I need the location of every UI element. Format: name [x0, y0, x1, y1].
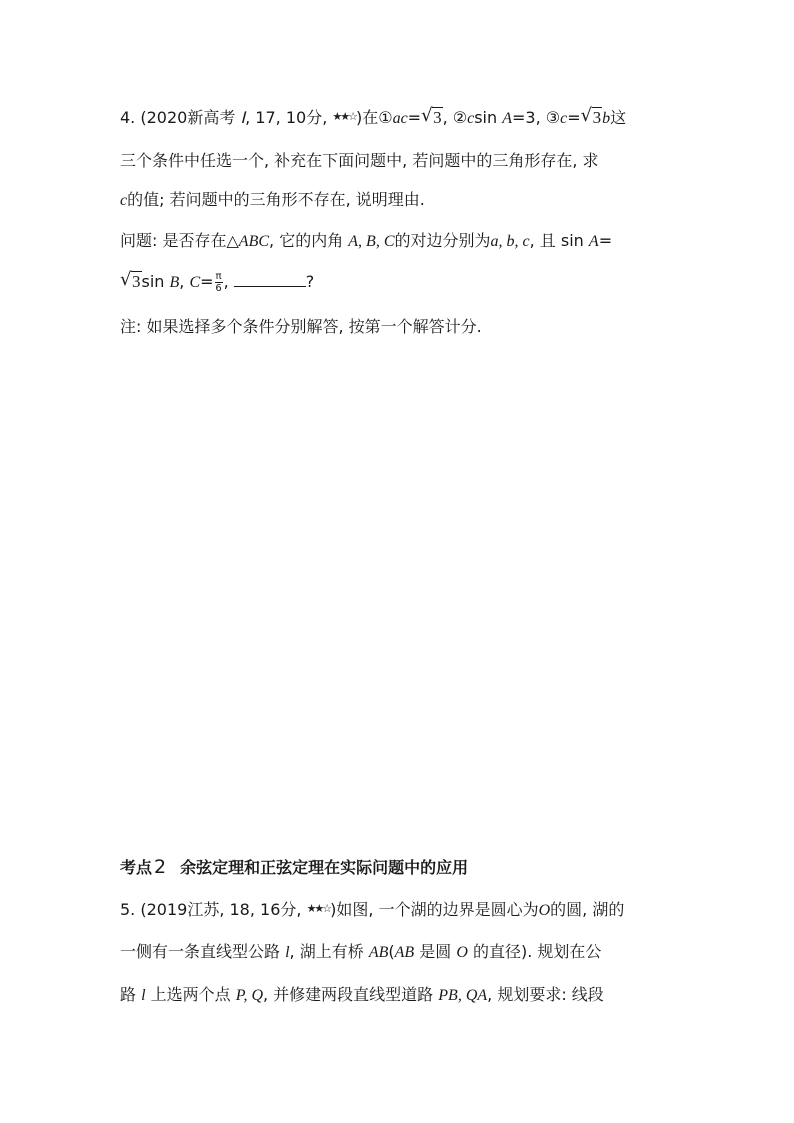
- eq: =: [200, 272, 214, 291]
- sqrt-3: √ 3: [580, 105, 602, 127]
- sin: sin: [141, 272, 170, 291]
- text: 上选两个点: [145, 985, 236, 1004]
- text: 问题: 是否存在△: [120, 231, 239, 250]
- eq3: =3,: [512, 108, 546, 127]
- q4-roman: Ⅰ: [240, 110, 246, 127]
- var-ac: ac: [392, 110, 408, 127]
- text: 的直径). 规划在公: [467, 942, 602, 961]
- q5-line-3: [120, 984, 604, 1007]
- q4-source: 4. (2020新高考: [120, 108, 241, 127]
- answer-blank: [234, 272, 306, 287]
- var-c: c: [120, 192, 128, 209]
- q4-text-b: 这: [610, 108, 627, 127]
- sqrt-3: √ 3: [421, 105, 442, 127]
- question-mark: ?: [305, 272, 315, 291]
- var-angles: A, B, C: [348, 233, 395, 250]
- var-ABC: ABC: [238, 233, 270, 250]
- var-sides: a, b, c: [490, 233, 530, 250]
- var-A: A: [588, 233, 599, 250]
- q4-note: 注: 如果选择多个条件分别解答, 按第一个解答计分.: [120, 317, 482, 336]
- var-l: l: [285, 944, 290, 961]
- var-PB-QA: PB, QA: [438, 987, 488, 1004]
- text: , 湖上有桥: [289, 942, 369, 961]
- text: , 并修建两段直线型道路: [263, 985, 439, 1004]
- section-heading: [120, 855, 468, 878]
- comma: ,: [179, 272, 190, 291]
- text: 是圆: [414, 942, 457, 961]
- q4-line-4: [120, 230, 612, 253]
- eq: =: [567, 108, 581, 127]
- section-label: 考点: [120, 858, 153, 877]
- text: , 且 sin: [529, 231, 589, 250]
- option-3-marker: ③: [545, 108, 561, 127]
- var-PQ: P, Q: [235, 987, 263, 1004]
- text: 5. (2019江苏, 18, 16分,: [120, 900, 307, 919]
- q4-line-3: [120, 189, 425, 212]
- comma: ,: [223, 272, 234, 291]
- q5-line-1: [120, 898, 624, 922]
- var-O: O: [456, 944, 468, 961]
- q4-line-3-text: 的值; 若问题中的三角形不存在, 说明理由.: [127, 190, 425, 209]
- var-AB: AB: [368, 944, 389, 961]
- text: , 它的内角: [269, 231, 349, 250]
- option-2-marker: , ②: [442, 108, 468, 127]
- q4-points: , 17, 10分,: [245, 108, 333, 127]
- q4-line-1: [120, 106, 626, 130]
- q5-line-2: [120, 941, 601, 964]
- difficulty-stars-icon: ★★☆: [332, 110, 356, 123]
- text: , 规划要求: 线段: [487, 985, 604, 1004]
- q4-text-a: )在: [355, 108, 379, 127]
- var-B: B: [169, 274, 180, 291]
- text: 路: [120, 985, 142, 1004]
- text: 的对边分别为: [394, 231, 491, 250]
- option-1-marker: ①: [378, 108, 393, 127]
- q4-line-2: 三个条件中任选一个, 补充在下面问题中, 若问题中的三角形存在, 求: [120, 151, 599, 170]
- var-b: b: [602, 110, 611, 127]
- var-C: C: [189, 274, 201, 291]
- fraction-pi-6: $\frac{\pi}{6}$: [215, 271, 222, 294]
- difficulty-stars-icon: ★★☆: [306, 902, 331, 915]
- section-title: 余弦定理和正弦定理在实际问题中的应用: [180, 858, 469, 877]
- text: )如图, 一个湖的边界是圆心为: [330, 900, 539, 919]
- var-c: c: [467, 110, 475, 127]
- text: 的圆, 湖的: [550, 900, 625, 919]
- sqrt-3: √ 3: [120, 269, 141, 291]
- text: (: [388, 942, 395, 961]
- var-A: A: [502, 110, 512, 127]
- section-number: 2: [154, 856, 167, 878]
- q4-line-5: [120, 271, 314, 294]
- var-O: O: [538, 902, 551, 919]
- eq: =: [407, 108, 422, 127]
- text: =: [598, 231, 613, 250]
- text: 一侧有一条直线型公路: [120, 942, 286, 961]
- var-l: l: [141, 987, 146, 1004]
- var-AB: AB: [394, 944, 415, 961]
- var-c: c: [560, 110, 568, 127]
- sin: sin: [474, 108, 503, 127]
